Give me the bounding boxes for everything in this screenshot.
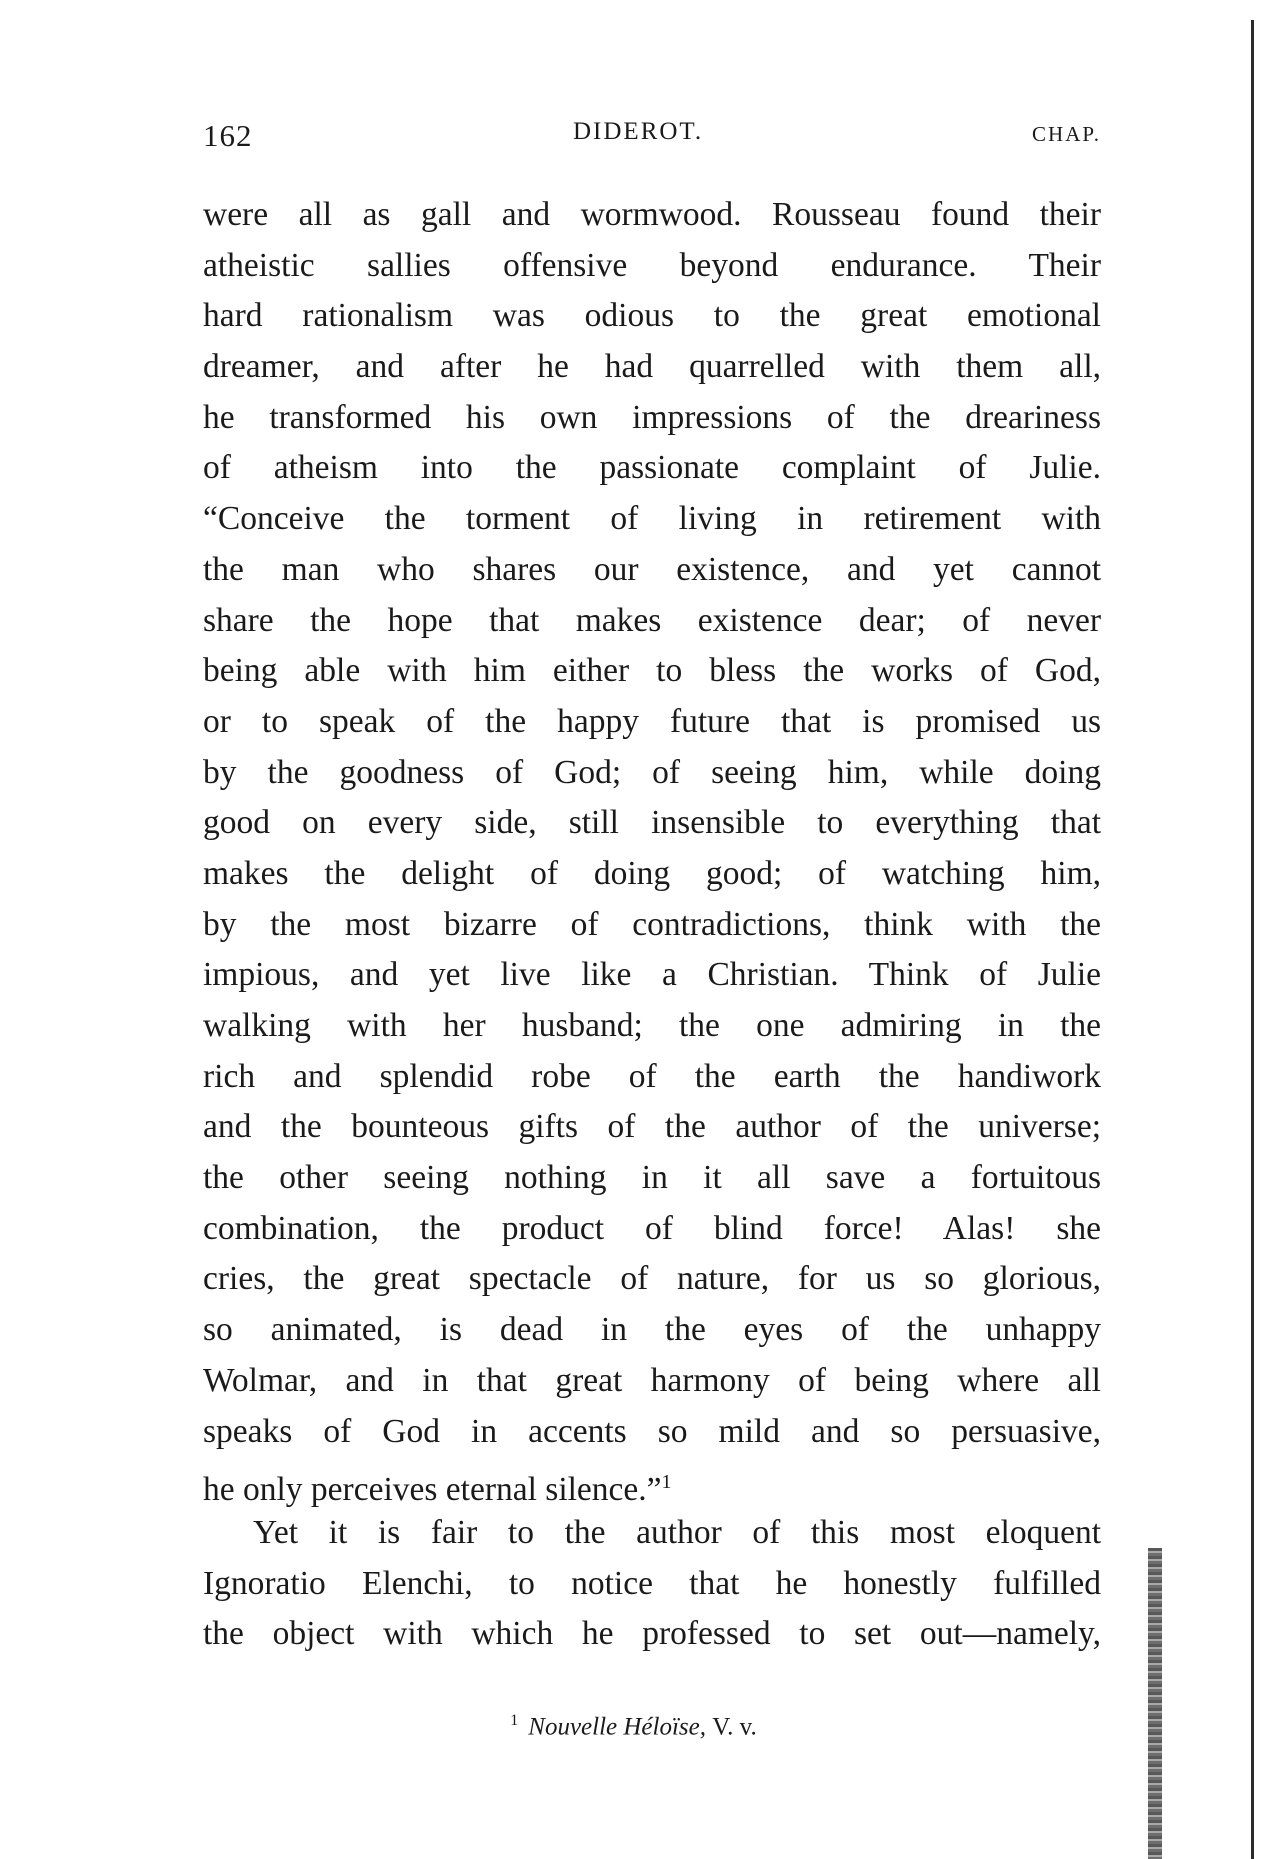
body-text bbox=[203, 190, 1101, 1660]
footnote-reference-text: V. v. bbox=[712, 1713, 757, 1741]
footnote-mark: 1 bbox=[510, 1712, 519, 1729]
paragraph-first-line: Yet it is fair to the author of this most eloquent bbox=[253, 1513, 1101, 1551]
text-line: speaks of God in accents so mild and so persuasive, bbox=[203, 1412, 1101, 1450]
page-number: 162 bbox=[203, 118, 253, 153]
text-line: were all as gall and wormwood. Rousseau found their bbox=[203, 196, 1101, 233]
text-line: hard rationalism was odious to the great emotional bbox=[203, 297, 1101, 335]
text-line: he only perceives eternal silence.” bbox=[203, 1471, 662, 1509]
text-line: or to speak of the happy future that is promised us bbox=[203, 702, 1101, 740]
text-line: impious, and yet live like a Christian. Think of Julie bbox=[203, 956, 1101, 994]
text-line: walking with her husband; the one admiring in the bbox=[203, 1007, 1101, 1044]
text-line: rich and splendid robe of the earth the handiwork bbox=[203, 1057, 1101, 1095]
text-line: combination, the product of blind force! Alas! she bbox=[203, 1209, 1101, 1247]
footnote bbox=[0, 1712, 1267, 1741]
chapter-label: CHAP. bbox=[1032, 122, 1101, 146]
running-title: DIDEROT. bbox=[573, 118, 704, 145]
text-line: by the goodness of God; of seeing him, while doing bbox=[203, 753, 1101, 791]
text-line: share the hope that makes existence dear; of never bbox=[203, 601, 1101, 639]
text-line: cries, the great spectacle of nature, for us so glorious, bbox=[203, 1260, 1101, 1298]
page-edge-shadow bbox=[1148, 1548, 1162, 1859]
text-line: so animated, is dead in the eyes of the unhappy bbox=[203, 1311, 1101, 1349]
text-line: he transformed his own impressions of the dreariness bbox=[203, 398, 1101, 436]
text-line: atheistic sallies offensive beyond endurance. Their bbox=[203, 246, 1101, 284]
text-line: being able with him either to bless the works of God, bbox=[203, 652, 1101, 690]
text-line: Ignoratio Elenchi, to notice that he honestly fulfilled bbox=[203, 1564, 1101, 1602]
text-line: the object with which he professed to set out—namely, bbox=[203, 1615, 1101, 1653]
footnote-reference: 1 bbox=[661, 1471, 672, 1494]
text-line: dreamer, and after he had quarrelled with them all, bbox=[203, 348, 1101, 386]
text-line: “Conceive the torment of living in retirement with bbox=[203, 500, 1101, 538]
text-line: Wolmar, and in that great harmony of being where all bbox=[203, 1361, 1101, 1399]
text-line: makes the delight of doing good; of watching him, bbox=[203, 854, 1101, 892]
text-line: the other seeing nothing in it all save a fortuitous bbox=[203, 1159, 1101, 1197]
footnote-source-title: Nouvelle Héloïse, bbox=[528, 1713, 706, 1741]
text-line: and the bounteous gifts of the author of the universe; bbox=[203, 1108, 1101, 1146]
text-line: good on every side, still insensible to everything that bbox=[203, 804, 1101, 842]
running-header bbox=[203, 118, 1101, 158]
text-line: the man who shares our existence, and yet cannot bbox=[203, 550, 1101, 588]
text-line: by the most bizarre of contradictions, think with the bbox=[203, 905, 1101, 943]
text-line-last bbox=[203, 1457, 1101, 1508]
page-edge-line bbox=[1251, 20, 1254, 1859]
text-line: of atheism into the passionate complaint of Julie. bbox=[203, 449, 1101, 487]
